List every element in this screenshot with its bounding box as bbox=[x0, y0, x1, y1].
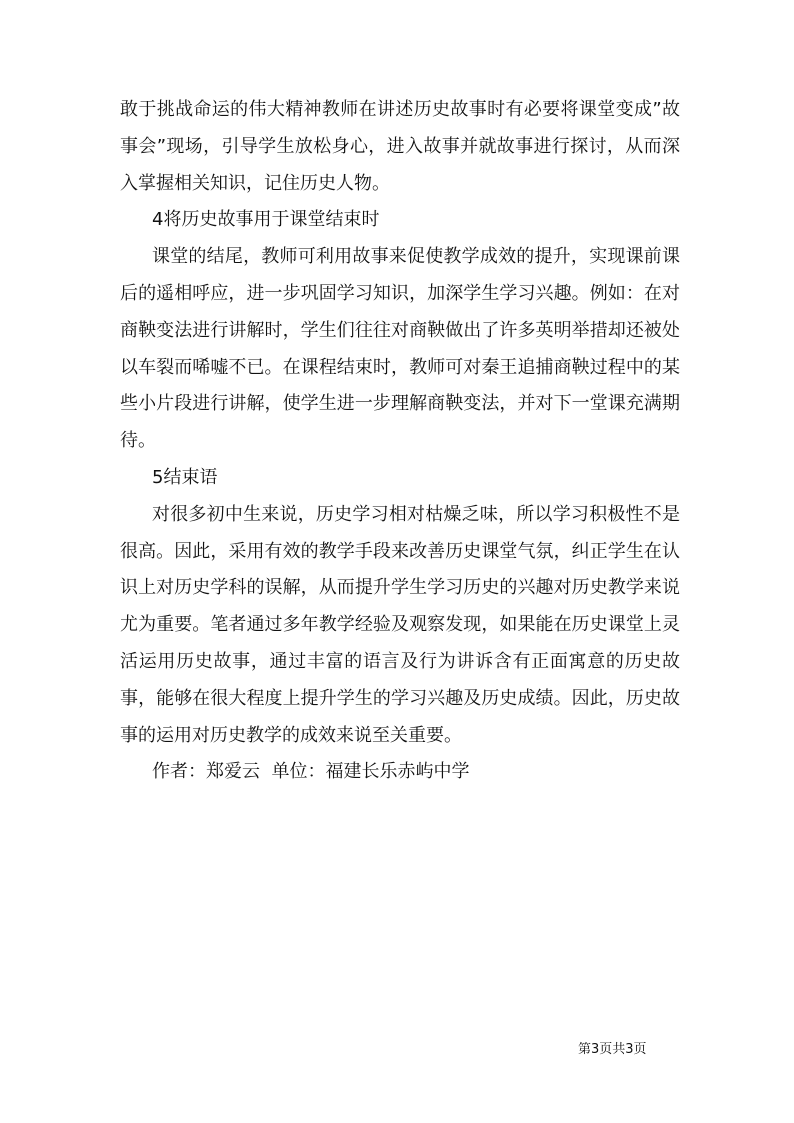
section-heading-5: 5结束语 bbox=[152, 466, 218, 488]
paragraph-conclusion: 对很多初中生来说，历史学习相对枯燥乏味，所以学习积极性不是很高。因此，采用有效的教学手段来改善历史课堂气氛，纠正学生在认识上对历史学科的误解，从而提升学生学习历史的兴趣对历史教学来说尤为重要。笔者通过多年教学经验及观察发现，如果能在历史课堂上灵活运用历史故事，通过丰富的语言及行为讲诉含有正面寓意的历史故事，能够在很大程度上提升学生的学习兴趣及历史成绩。因此，历史故事的运用对历史教学的成效来说至关重要。 bbox=[120, 503, 680, 746]
section-heading-4: 4将历史故事用于课堂结束时 bbox=[152, 209, 380, 231]
author-line: 作者：郑爱云 单位：福建长乐赤屿中学 bbox=[152, 761, 470, 783]
paragraph-continuation: 敢于挑战命运的伟大精神教师在讲述历史故事时有必要将课堂变成”故事会”现场，引导学生放松身心，进入故事并就故事进行探讨，从而深入掌握相关知识，记住历史人物。 bbox=[120, 99, 680, 194]
document-body bbox=[120, 92, 680, 791]
page-number-footer: 第3页共3页 bbox=[578, 1042, 647, 1057]
paragraph-section-4: 课堂的结尾，教师可利用故事来促使教学成效的提升，实现课前课后的遥相呼应，进一步巩固学习知识，加深学生学习兴趣。例如：在对商鞅变法进行讲解时，学生们往往对商鞅做出了许多英明举措却还被处以车裂而唏嘘不已。在课程结束时，教师可对秦王追捕商鞅过程中的某些小片段进行讲解，使学生进一步理解商鞅变法，并对下一堂课充满期待。 bbox=[120, 246, 680, 452]
